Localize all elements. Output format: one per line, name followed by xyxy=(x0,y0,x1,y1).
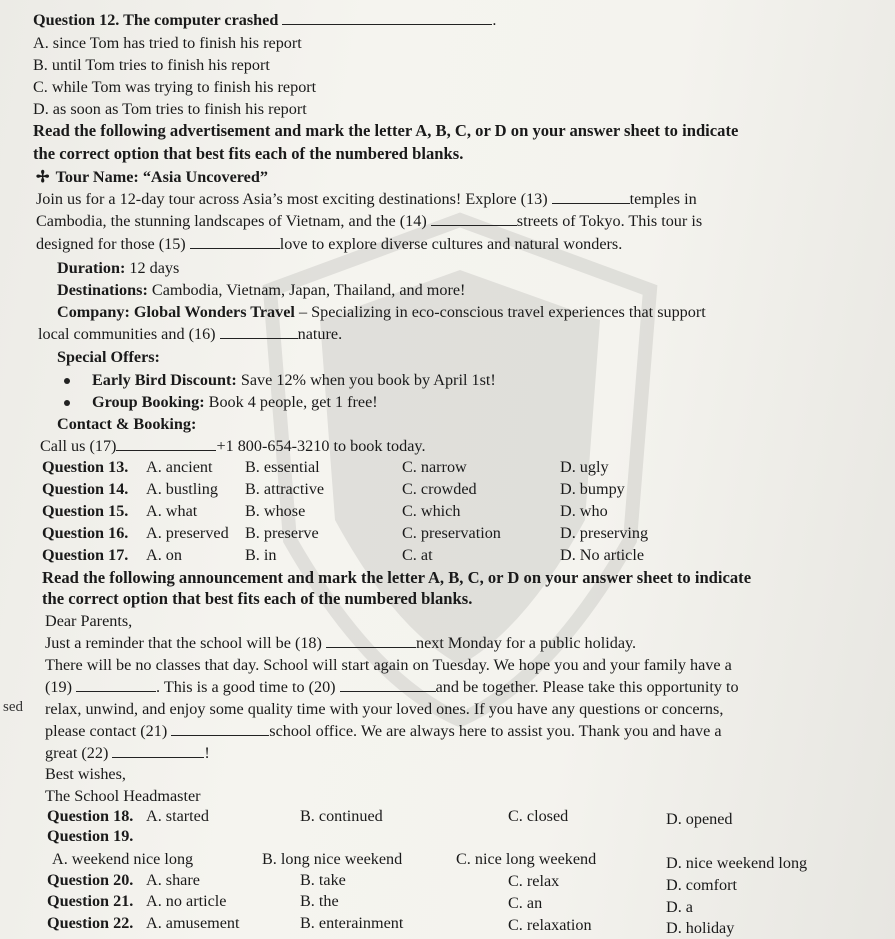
ann-line2: There will be no classes that day. School will start again on Tuesday. We hope you and your family have a xyxy=(45,656,732,674)
q15-label: Question 15. xyxy=(42,502,129,520)
contact-heading: Contact & Booking: xyxy=(57,415,197,433)
q12-option-d: D. as soon as Tom tries to finish his report xyxy=(33,100,307,118)
q20-option-a: A. share xyxy=(146,871,200,889)
q19-option-b: B. long nice weekend xyxy=(262,850,403,868)
ann-instruction-line1: Read the following announcement and mark the letter A, B, C, or D on your answer sheet to indicate xyxy=(42,568,752,587)
q16-option-c: C. preservation xyxy=(402,524,501,542)
q18-option-d: D. opened xyxy=(666,810,733,828)
q21-option-a: A. no article xyxy=(146,892,227,910)
ann-line6: great (22) ! xyxy=(45,744,210,762)
bullet-icon xyxy=(64,400,70,406)
q13-option-b: B. essential xyxy=(245,458,320,476)
margin-text: sed xyxy=(3,699,23,715)
q22-label: Question 22. xyxy=(47,914,134,932)
q15-option-b: B. whose xyxy=(245,502,306,520)
q14-option-c: C. crowded xyxy=(402,480,477,498)
bullet-icon xyxy=(64,378,70,384)
sparkle-icon: ✢ xyxy=(36,168,50,186)
q18-label: Question 18. xyxy=(47,807,134,825)
ann-line1: Just a reminder that the school will be (18) next Monday for a public holiday. xyxy=(45,634,637,652)
call-line: Call us (17) +1 800-654-3210 to book today. xyxy=(40,437,426,455)
ann-instruction-line2: the correct option that best fits each of the numbered blanks. xyxy=(42,589,473,608)
q21-option-d: D. a xyxy=(666,898,693,916)
q20-option-b: B. take xyxy=(300,871,346,889)
q20-option-d: D. comfort xyxy=(666,876,738,894)
blank-17 xyxy=(116,436,216,451)
q12-option-c: C. while Tom was trying to finish his report xyxy=(33,78,317,96)
greeting: Dear Parents, xyxy=(45,612,133,630)
offer-group-booking: Group Booking: Book 4 people, get 1 free! xyxy=(64,392,378,412)
q22-option-d: D. holiday xyxy=(666,919,735,937)
q13-option-d: D. ugly xyxy=(560,458,609,476)
q20-label: Question 20. xyxy=(47,871,134,889)
q21-option-c: C. an xyxy=(508,894,543,912)
blank-15 xyxy=(190,234,280,249)
q12-stem: Question 12. The computer crashed . xyxy=(33,11,497,29)
q18-option-c: C. closed xyxy=(508,807,569,825)
q15-option-d: D. who xyxy=(560,502,608,520)
q14-option-d: D. bumpy xyxy=(560,480,625,498)
q14-label: Question 14. xyxy=(42,480,129,498)
blank-13 xyxy=(552,189,630,204)
blank-22 xyxy=(112,743,204,758)
q14-option-b: B. attractive xyxy=(245,480,325,498)
q20-option-c: C. relax xyxy=(508,872,560,890)
q17-option-a: A. on xyxy=(146,546,182,564)
ann-line4: relax, unwind, and enjoy some quality time with your loved ones. If you have any questions or concerns, xyxy=(45,700,724,718)
q16-option-d: D. preserving xyxy=(560,524,649,542)
q16-label: Question 16. xyxy=(42,524,129,542)
q19-option-c: C. nice long weekend xyxy=(456,850,597,868)
q17-option-b: B. in xyxy=(245,546,277,564)
ad-paragraph-line2: Cambodia, the stunning landscapes of Vietnam, and the (14) streets of Tokyo. This tour is xyxy=(36,212,703,230)
ad-instruction-line1: Read the following advertisement and mark the letter A, B, C, or D on your answer sheet to indicate xyxy=(33,121,739,140)
q22-option-b: B. enterainment xyxy=(300,914,404,932)
q17-label: Question 17. xyxy=(42,546,129,564)
q12-option-b: B. until Tom tries to finish his report xyxy=(33,56,270,74)
q17-option-c: C. at xyxy=(402,546,433,564)
q22-option-a: A. amusement xyxy=(146,914,240,932)
q15-option-a: A. what xyxy=(146,502,198,520)
q19-option-a: A. weekend nice long xyxy=(52,850,194,868)
q19-label: Question 19. xyxy=(47,827,134,845)
q14-option-a: A. bustling xyxy=(146,480,218,498)
company-line2: local communities and (16) nature. xyxy=(38,325,343,343)
ad-paragraph-line3: designed for those (15) love to explore diverse cultures and natural wonders. xyxy=(36,235,623,253)
tour-name: ✢ Tour Name: “Asia Uncovered” xyxy=(36,168,268,186)
q15-option-c: C. which xyxy=(402,502,461,520)
q12-blank xyxy=(282,10,492,25)
blank-21 xyxy=(171,721,269,736)
q16-option-b: B. preserve xyxy=(245,524,319,542)
blank-19 xyxy=(76,677,156,692)
ann-line3: (19) . This is a good time to (20) and be together. Please take this opportunity to xyxy=(45,678,739,696)
q13-label: Question 13. xyxy=(42,458,129,476)
offer-early-bird: Early Bird Discount: Save 12% when you book by April 1st! xyxy=(64,370,496,390)
q18-option-b: B. continued xyxy=(300,807,383,825)
q17-option-d: D. No article xyxy=(560,546,645,564)
q19-option-d: D. nice weekend long xyxy=(666,854,808,872)
blank-14 xyxy=(431,211,517,226)
duration: Duration: 12 days xyxy=(57,259,180,277)
special-offers-heading: Special Offers: xyxy=(57,348,160,366)
q13-option-a: A. ancient xyxy=(146,458,213,476)
destinations: Destinations: Cambodia, Vietnam, Japan, Thailand, and more! xyxy=(57,281,466,299)
q21-option-b: B. the xyxy=(300,892,339,910)
q21-label: Question 21. xyxy=(47,892,134,910)
blank-16 xyxy=(220,324,298,339)
company: Company: Global Wonders Travel – Specializing in eco-conscious travel experiences that support xyxy=(57,303,706,321)
q22-option-c: C. relaxation xyxy=(508,916,592,934)
q12-option-a: A. since Tom has tried to finish his report xyxy=(33,34,302,52)
closing: Best wishes, xyxy=(45,765,126,783)
ad-paragraph-line1: Join us for a 12-day tour across Asia’s most exciting destinations! Explore (13) temples in xyxy=(36,190,697,208)
q18-option-a: A. started xyxy=(146,807,209,825)
ad-instruction-line2: the correct option that best fits each of the numbered blanks. xyxy=(33,144,464,163)
blank-20 xyxy=(340,677,436,692)
q13-option-c: C. narrow xyxy=(402,458,467,476)
blank-18 xyxy=(326,633,416,648)
signature: The School Headmaster xyxy=(45,787,201,805)
q16-option-a: A. preserved xyxy=(146,524,229,542)
ann-line5: please contact (21) school office. We are always here to assist you. Thank you and have a xyxy=(45,722,722,740)
